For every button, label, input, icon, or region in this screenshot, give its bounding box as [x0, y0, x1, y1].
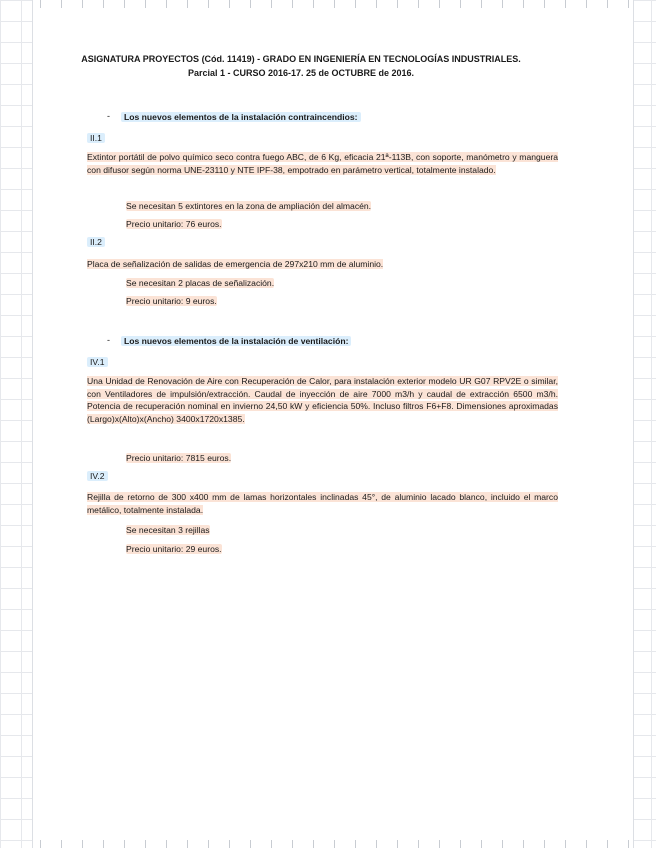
ruler-tick — [103, 0, 104, 8]
item-price: Precio unitario: 7815 euros. — [126, 453, 232, 463]
ruler-tick — [313, 840, 314, 848]
ruler-tick — [82, 840, 83, 848]
ruler-tick — [628, 0, 629, 8]
ruler-tick — [40, 840, 41, 848]
ruler-tick — [229, 840, 230, 848]
ruler-tick — [502, 840, 503, 848]
ruler-tick — [565, 840, 566, 848]
ruler-tick — [628, 840, 629, 848]
ruler-tick — [586, 0, 587, 8]
ruler-tick — [229, 0, 230, 8]
ruler-tick — [586, 840, 587, 848]
ruler-tick — [334, 0, 335, 8]
ruler-tick — [481, 0, 482, 8]
ruler-tick — [250, 840, 251, 848]
ruler-tick — [313, 0, 314, 8]
ruler-tick — [271, 840, 272, 848]
item-price: Precio unitario: 29 euros. — [126, 544, 222, 554]
item-description: Una Unidad de Renovación de Aire con Recuperación de Calor, para instalación exterior modelo UR G07 RPV2E o similar, con Ventiladores de impulsión/extracción. Caudal de inyección de aire 7000 m3/h y caudal de extracción 6500 m3/h. Potencia de recuperación nominal en invierno 24,50 kW y eficiencia 50%. Incluso filtros F6+F8. Dimensiones aproximadas (Largo)x(Alto)x(Ancho) 3400x1720x1385. — [87, 376, 558, 424]
item-price: Precio unitario: 76 euros. — [126, 219, 222, 229]
ruler-tick — [187, 0, 188, 8]
ruler-tick — [397, 840, 398, 848]
ruler-tick — [523, 840, 524, 848]
ruler-tick — [61, 0, 62, 8]
ruler-tick — [103, 840, 104, 848]
section-heading-ventilation — [121, 335, 351, 348]
ruler-tick — [460, 0, 461, 8]
ruler-tick — [271, 0, 272, 8]
ruler-tick — [292, 0, 293, 8]
ruler-tick — [355, 0, 356, 8]
ruler-tick — [292, 840, 293, 848]
ruler-tick — [460, 840, 461, 848]
ruler-tick — [481, 840, 482, 848]
item-code: II.1 — [87, 132, 105, 145]
ruler-tick — [355, 840, 356, 848]
ruler-tick — [544, 840, 545, 848]
ruler-tick — [187, 840, 188, 848]
ruler-tick — [61, 840, 62, 848]
ruler-tick — [439, 0, 440, 8]
ruler-tick — [124, 840, 125, 848]
item-code: IV.1 — [87, 356, 108, 369]
item-code: II.2 — [87, 236, 105, 249]
ruler-tick — [145, 840, 146, 848]
ruler-tick — [334, 840, 335, 848]
ruler-tick — [607, 840, 608, 848]
ruler-tick — [166, 840, 167, 848]
ruler-tick — [208, 0, 209, 8]
item-need: Se necesitan 5 extintores en la zona de ampliación del almacén. — [126, 201, 372, 211]
ruler-tick — [418, 0, 419, 8]
ruler-tick — [376, 840, 377, 848]
ruler-tick — [565, 0, 566, 8]
ruler-tick — [82, 0, 83, 8]
ruler-tick — [544, 0, 545, 8]
section-heading-fire — [121, 111, 361, 124]
item-code: IV.2 — [87, 470, 108, 483]
ruler-tick — [166, 0, 167, 8]
ruler-tick — [40, 0, 41, 8]
ruler-tick — [208, 840, 209, 848]
document-title: ASIGNATURA PROYECTOS (Cód. 11419) - GRADO EN INGENIERÍA EN TECNOLOGÍAS INDUSTRIALES. Parcial 1 - CURSO 2016-17. 25 de OCTUBRE de 2016. — [81, 54, 521, 78]
item-price: Precio unitario: 9 euros. — [126, 296, 217, 306]
item-description: Extintor portátil de polvo químico seco contra fuego ABC, de 6 Kg, eficacia 21ª-113B, con soporte, manómetro y manguera con difusor según norma UNE-23110 y NTE IPF-38, empotrado en parámetro vertical, totalmente instalado. — [87, 152, 558, 175]
bullet-dash: - — [107, 335, 110, 345]
ruler-tick — [418, 840, 419, 848]
bullet-dash: - — [107, 111, 110, 121]
ruler-tick — [607, 0, 608, 8]
ruler-tick — [124, 0, 125, 8]
section-heading-text: Los nuevos elementos de la instalación contraincendios: — [121, 112, 361, 122]
ruler-tick — [250, 0, 251, 8]
ruler-tick — [376, 0, 377, 8]
section-heading-text: Los nuevos elementos de la instalación de ventilación: — [121, 336, 351, 346]
item-description: Placa de señalización de salidas de emergencia de 297x210 mm de aluminio. — [87, 259, 384, 269]
ruler-tick — [439, 840, 440, 848]
ruler-tick — [502, 0, 503, 8]
item-need: Se necesitan 2 placas de señalización. — [126, 278, 275, 288]
ruler-tick — [523, 0, 524, 8]
ruler-tick — [145, 0, 146, 8]
ruler-tick — [397, 0, 398, 8]
item-description: Rejilla de retorno de 300 x400 mm de lamas horizontales inclinadas 45°, de aluminio lacado blanco, incluido el marco metálico, totalmente instalada. — [87, 492, 558, 515]
item-need: Se necesitan 3 rejillas — [126, 525, 210, 535]
